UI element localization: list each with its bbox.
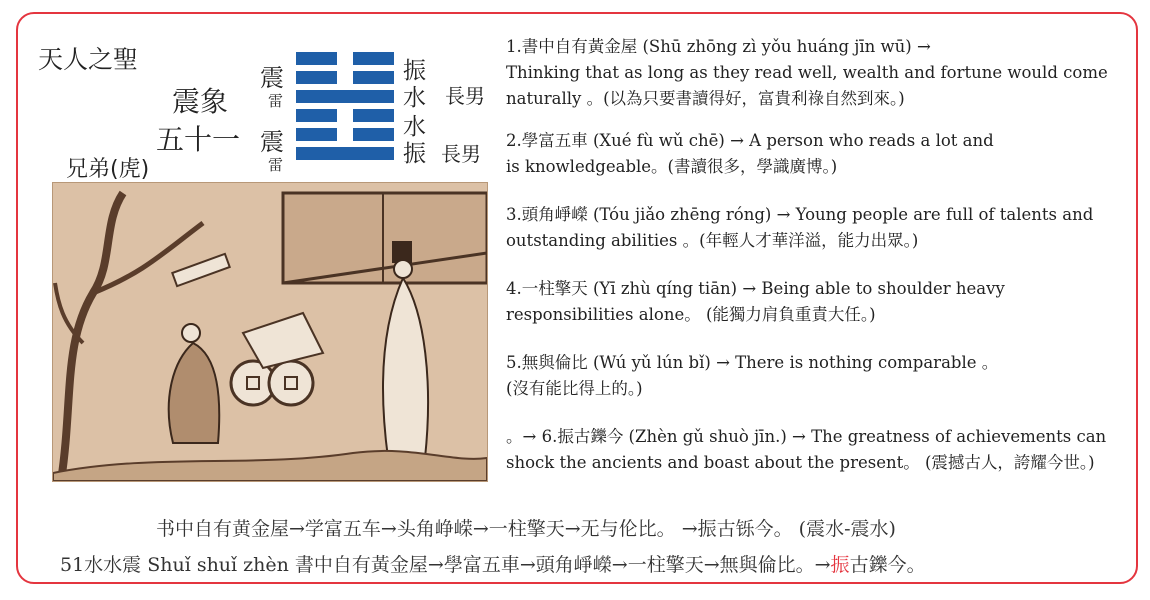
idiom-item-4 [506, 276, 1005, 328]
idiom-item-1 [506, 34, 1108, 112]
idiom-1-line-1: 1.書中自有黃金屋 (Shū zhōng zì yǒu huáng jīn wū) → [506, 37, 931, 56]
lower-trigram-name: 震 [260, 128, 284, 156]
chain-suffix: 古鑠今。 [849, 554, 926, 576]
title-top: 天人之聖 [38, 45, 139, 74]
idiom-2-line-2: is knowledgeable。(書讀很多，學識廣博。) [506, 157, 838, 176]
idiom-4-line-2: responsibilities alone。 (能獨力肩負重責大任。) [506, 305, 876, 324]
hexagram-line-2 [296, 71, 394, 84]
lower-trigram-element: 雷 [268, 156, 284, 174]
traditional-chain-line [60, 550, 926, 577]
hexagram-line-1 [296, 52, 394, 65]
chain-prefix: 51水水震 Shuǐ shuǐ zhèn 書中自有黃金屋→學富五車→頭角崢嶸→一柱擎天→無與倫比。→ [60, 554, 831, 576]
idiom-2-line-1: 2.學富五車 (Xué fù wǔ chē) → A person who reads a lot and [506, 131, 994, 150]
idiom-item-3 [506, 202, 1093, 254]
hexagram-icon [296, 52, 394, 166]
vertical-label-1: 振水 [403, 58, 426, 111]
upper-trigram-name: 震 [260, 64, 284, 92]
simplified-chain-line: 书中自有黄金屋→学富五车→头角峥嵘→一柱擎天→无与伦比。 →振古铄今。 (震水-震水) [156, 518, 896, 540]
idiom-4-line-1: 4.一柱擎天 (Yī zhù qíng tiān) → Being able to shoulder heavy [506, 279, 1005, 298]
title-sub: 兄弟(虎) [66, 157, 150, 182]
idiom-1-line-3: naturally 。(以為只要書讀得好，富貴利祿自然到來。) [506, 89, 905, 108]
woodcut-scene-image [52, 182, 488, 482]
idiom-item-6 [506, 424, 1106, 476]
idiom-1-line-2: Thinking that as long as they read well, wealth and fortune would come [506, 63, 1108, 82]
idiom-3-line-2: outstanding abilities 。(年輕人才華洋溢，能力出眾。) [506, 231, 919, 250]
hexagram-line-6 [296, 147, 394, 160]
hexagram-line-3 [296, 90, 394, 103]
hexagram-number: 五十一 [156, 123, 241, 156]
elder-son-label-2: 長男 [441, 142, 481, 166]
highlighted-char: 振 [830, 554, 850, 576]
vertical-label-2: 水振 [403, 114, 426, 167]
title-mid: 震象 [172, 85, 229, 118]
hexagram-line-5 [296, 128, 394, 141]
idiom-6-line-1: 。→ 6.振古鑠今 (Zhèn gǔ shuò jīn.) → The greatness of achievements can [506, 427, 1107, 446]
idiom-5-line-1: 5.無與倫比 (Wú yǔ lún bǐ) → There is nothing comparable 。 [506, 353, 999, 372]
elder-son-label-1: 長男 [445, 84, 485, 108]
idiom-item-2 [506, 128, 994, 180]
idiom-item-5 [506, 350, 998, 402]
hexagram-line-4 [296, 109, 394, 122]
upper-trigram-element: 雷 [268, 92, 284, 110]
idiom-5-line-2: (沒有能比得上的。) [506, 379, 643, 398]
idiom-6-line-2: shock the ancients and boast about the present。 (震撼古人，誇耀今世。) [506, 453, 1095, 472]
idiom-3-line-1: 3.頭角崢嶸 (Tóu jiǎo zhēng róng) → Young people are full of talents and [506, 205, 1094, 224]
